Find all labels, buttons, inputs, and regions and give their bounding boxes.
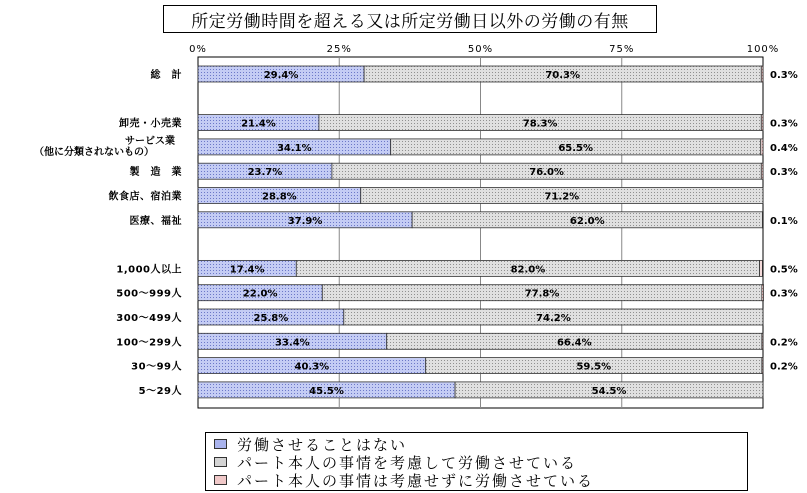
- legend-swatch: [214, 457, 227, 467]
- data-label: 0.3%: [770, 70, 798, 81]
- data-label: 33.4%: [275, 337, 310, 349]
- data-label: 0.2%: [770, 361, 798, 373]
- data-label: 59.5%: [576, 361, 612, 373]
- data-label: 71.2%: [544, 191, 580, 203]
- legend-label: パート本人の事情は考慮せずに労働させている: [237, 471, 595, 490]
- category-label: 飲食店、宿泊業: [108, 191, 182, 203]
- category-label: 製 造 業: [129, 167, 182, 179]
- x-tick-label: 75%: [609, 44, 635, 55]
- data-label: 0.3%: [770, 167, 798, 179]
- category-label: 医療、福祉: [129, 215, 182, 227]
- category-label: 300～499人: [116, 313, 182, 324]
- legend-item: [214, 435, 747, 453]
- data-label: 45.5%: [309, 385, 344, 397]
- bar-segment: [761, 163, 763, 179]
- legend-item: [214, 471, 747, 489]
- category-label: 30～99人: [131, 361, 182, 373]
- data-label: 0.4%: [770, 142, 798, 154]
- data-label: 0.2%: [770, 337, 798, 349]
- category-label: 500～999人: [116, 288, 182, 300]
- legend-swatch: [214, 475, 227, 485]
- data-label: 78.3%: [522, 118, 558, 130]
- data-label: 28.8%: [262, 191, 297, 203]
- category-label: 卸売・小売業: [119, 118, 182, 130]
- bar-segment: [761, 115, 763, 131]
- bar-segment: [762, 358, 763, 374]
- legend-item: [214, 453, 747, 471]
- legend: [205, 432, 748, 491]
- category-label: （他に分類されないもの）: [34, 146, 154, 158]
- category-label: 5～29人: [138, 385, 182, 397]
- bar-segment: [762, 212, 763, 228]
- data-label: 70.3%: [545, 70, 581, 81]
- bar-segment: [762, 333, 763, 349]
- legend-swatch: [214, 439, 227, 449]
- data-label: 21.4%: [241, 118, 276, 130]
- bar-segment: [762, 285, 764, 301]
- data-label: 40.3%: [294, 361, 330, 373]
- data-label: 37.9%: [287, 215, 323, 227]
- category-label: 100～299人: [116, 337, 182, 349]
- x-tick-label: 100%: [746, 44, 780, 55]
- data-label: 29.4%: [263, 70, 299, 81]
- bar-segment: [760, 260, 763, 276]
- legend-label: パート本人の事情を考慮して労働させている: [237, 453, 578, 472]
- bar-segment: [761, 139, 763, 155]
- chart-title-text: 所定労働時間を超える又は所定労働日以外の労働の有無: [191, 11, 629, 32]
- data-label: 0.5%: [770, 264, 798, 276]
- data-label: 77.8%: [524, 288, 560, 300]
- data-label: 74.2%: [536, 313, 571, 324]
- data-label: 82.0%: [510, 264, 546, 276]
- category-label: 1,000人以上: [116, 264, 182, 276]
- data-label: 0.1%: [770, 215, 798, 227]
- legend-label: 労働させることはない: [237, 435, 408, 454]
- data-label: 22.0%: [242, 288, 278, 300]
- data-label: 0.3%: [770, 288, 798, 300]
- bar-segment: [761, 66, 763, 82]
- data-label: 62.0%: [569, 215, 605, 227]
- data-label: 54.5%: [591, 385, 627, 397]
- data-label: 23.7%: [247, 167, 283, 179]
- data-label: 25.8%: [253, 313, 289, 324]
- x-tick-label: 0%: [189, 44, 207, 55]
- data-label: 17.4%: [229, 264, 265, 276]
- category-label: 総 計: [150, 70, 182, 81]
- data-label: 76.0%: [529, 167, 564, 179]
- data-label: 34.1%: [276, 142, 312, 154]
- x-tick-label: 25%: [326, 44, 352, 55]
- x-tick-label: 50%: [467, 44, 494, 55]
- data-label: 0.3%: [770, 118, 798, 130]
- category-label: サービス業: [125, 135, 175, 147]
- data-label: 66.4%: [556, 337, 592, 349]
- data-label: 65.5%: [558, 142, 594, 154]
